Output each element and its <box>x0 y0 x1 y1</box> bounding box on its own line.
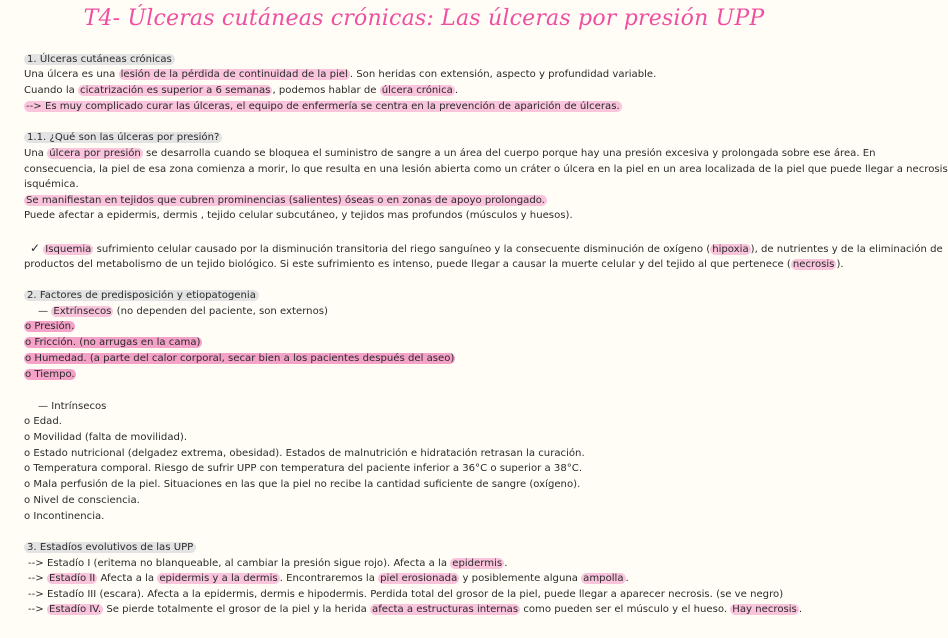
section-1-1-heading: 1.1. ¿Qué son las úlceras por presión? <box>24 130 222 145</box>
intrinsecos-heading: — Intrínsecos <box>38 401 107 412</box>
int-item: o Estado nutricional (delgadez extrema, obesidad). Estados de malnutrición e hidratación retrasan la curación. <box>24 448 585 459</box>
s11-line-3: isquémica. <box>24 179 79 190</box>
ext-item: o Fricción. (no arrugas en la cama) <box>25 337 201 348</box>
page-title: T4- Úlceras cutáneas crónicas: Las úlceras por presión UPP <box>83 6 765 31</box>
estadio-4: --> Estadío IV. Se pierde totalmente el grosor de la piel y la herida afecta a estructuras internas como pueden ser el músculo y el hueso. Hay necrosis . <box>28 604 803 615</box>
isquemia-line-2: productos del metabolismo de un tejido biológico. Si este sufrimiento es intenso, puede llegar a causar la muerte celular y del tejido al que pertenece ( necrosis ). <box>24 259 844 270</box>
section-3-heading: 3. Estadíos evolutivos de las UPP <box>24 540 196 555</box>
estadio-1: --> Estadío I (eritema no blanqueable, al cambiar la presión sigue rojo). Afecta a la epidermis . <box>28 558 508 569</box>
estadio-3: --> Estadío III (escara). Afecta a la epidermis, dermis e hipodermis. Perdida total del grosor de la piel, puede llegar a aparecer necrosis. (se ve negro) <box>28 589 784 600</box>
section-1-heading: 1. Úlceras cutáneas crónicas <box>24 52 175 67</box>
ext-item: o Tiempo. <box>25 369 75 380</box>
s11-line-1: Una úlcera por presión se desarrolla cuando se bloquea el suministro de sangre a un área del cuerpo porque hay una presión excesiva y prolongada sobre ese área. En <box>24 148 876 159</box>
s1-line-2: Cuando la cicatrización es superior a 6 semanas , podemos hablar de úlcera crónica . <box>24 85 459 96</box>
ext-item: o Presión. <box>25 321 75 332</box>
int-item: o Mala perfusión de la piel. Situaciones en las que la piel no recibe la cantidad suficiente de sangre (oxígeno). <box>24 479 581 490</box>
int-item: o Temperatura comporal. Riesgo de sufrir UPP con temperatura del paciente inferior a 36°C o superior a 38°C. <box>24 463 583 474</box>
s1-line-3: --> Es muy complicado curar las úlceras, el equipo de enfermería se centra en la prevención de aparición de úlceras. <box>26 101 620 112</box>
check-icon: ✓ <box>30 241 41 255</box>
extrinsecos-heading: — Extrínsecos (no dependen del paciente, son externos) <box>38 306 328 317</box>
s11-line-4: Se manifiestan en tejidos que cubren prominencias (salientes) óseas o en zonas de apoyo prolongado. <box>26 195 545 206</box>
s11-line-5: Puede afectar a epidermis, dermis , tejido celular subcutáneo, y tejidos mas profundos (músculos y huesos). <box>24 210 573 221</box>
section-2-heading: 2. Factores de predisposición y etiopatogenia <box>24 288 259 303</box>
isquemia-line-1: ✓ Isquemia sufrimiento celular causado por la disminución transitoria del riego sanguíneo y la consecuente disminución de oxígeno ( hipoxia ), de nutrientes y de la eliminación de <box>30 241 943 255</box>
int-item: o Edad. <box>24 416 62 427</box>
estadio-2: --> Estadío II Afecta a la epidermis y a la dermis . Encontraremos la piel erosionada y posiblemente alguna ampolla . <box>28 573 629 584</box>
int-item: o Incontinencia. <box>24 511 105 522</box>
int-item: o Nivel de consciencia. <box>24 495 140 506</box>
int-item: o Movilidad (falta de movilidad). <box>24 432 188 443</box>
s11-line-2: consecuencia, la piel de esa zona comienza a morir, lo que resulta en una lesión abierta como un cráter o úlcera en la piel en un area localizada de la piel que puede llegar a necrosis <box>24 164 948 175</box>
ext-item: o Humedad. (a parte del calor corporal, secar bien a los pacientes después del aseo) <box>25 353 455 364</box>
s1-line-1: Una úlcera es una lesión de la pérdida de continuidad de la piel . Son heridas con extensión, aspecto y profundidad variable. <box>24 69 657 80</box>
